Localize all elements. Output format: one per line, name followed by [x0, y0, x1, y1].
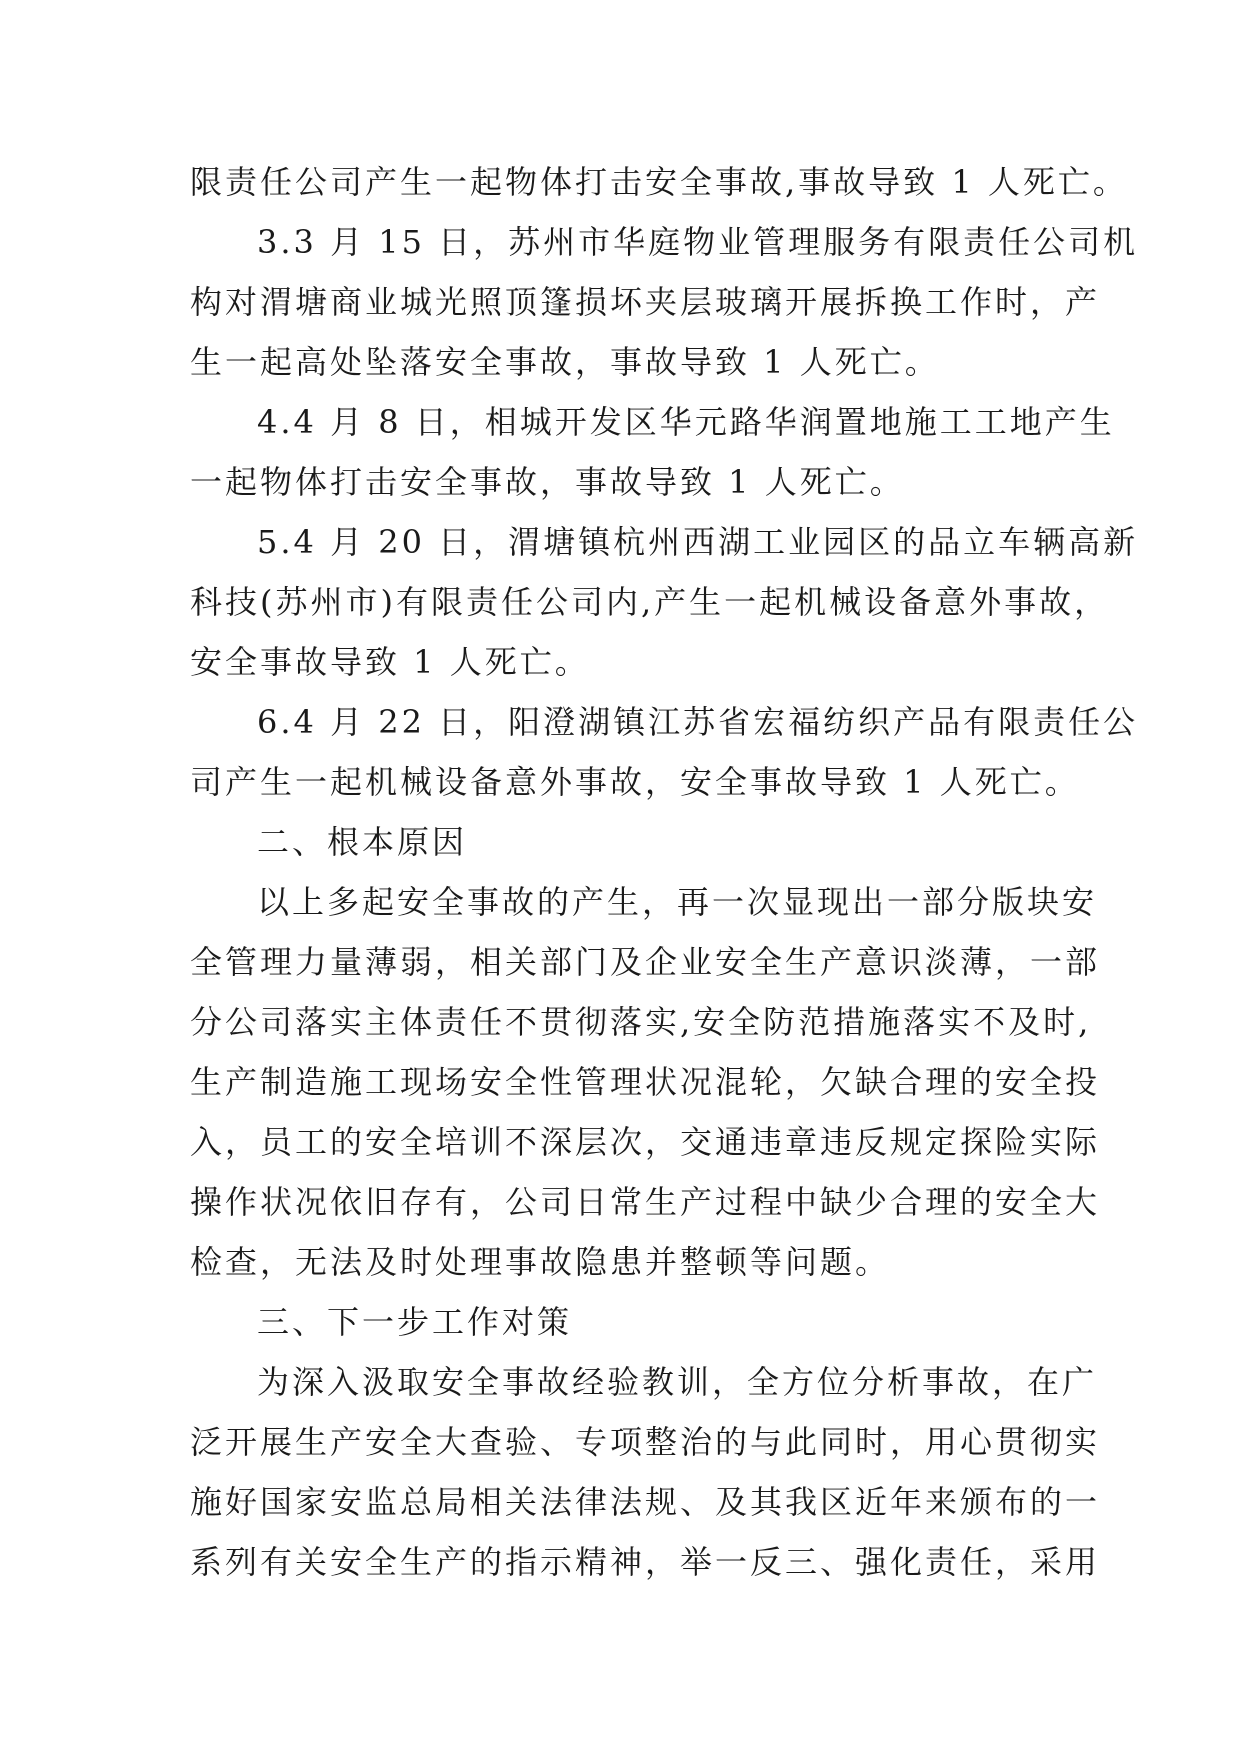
- text-line: 分公司落实主体责任不贯彻落实,安全防范措施落实不及时,: [190, 1003, 1092, 1041]
- text-line: 全管理力量薄弱，相关部门及企业安全生产意识淡薄，一部: [190, 943, 1101, 981]
- text-line: 科技(苏州市)有限责任公司内,产生一起机械设备意外事故，: [190, 583, 1110, 621]
- section-heading: 二、根本原因: [257, 823, 468, 861]
- text-line: 操作状况依旧存有，公司日常生产过程中缺少合理的安全大: [190, 1183, 1101, 1221]
- text-line: 6.4 月 22 日，阳澄湖镇江苏省宏福纺织产品有限责任公: [257, 703, 1139, 741]
- text-line: 系列有关安全生产的指示精神，举一反三、强化责任，采用: [190, 1543, 1101, 1581]
- text-line: 司产生一起机械设备意外事故，安全事故导致 1 人死亡。: [190, 763, 1080, 801]
- section-heading: 三、下一步工作对策: [257, 1303, 573, 1341]
- text-line: 限责任公司产生一起物体打击安全事故,事故导致 1 人死亡。: [190, 163, 1128, 201]
- text-line: 泛开展生产安全大查验、专项整治的与此同时，用心贯彻实: [190, 1423, 1101, 1461]
- text-line: 4.4 月 8 日，相城开发区华元路华润置地施工工地产生: [257, 403, 1115, 441]
- text-line: 生产制造施工现场安全性管理状况混轮，欠缺合理的安全投: [190, 1063, 1101, 1101]
- text-line: 施好国家安监总局相关法律法规、及其我区近年来颁布的一: [190, 1483, 1101, 1521]
- text-line: 安全事故导致 1 人死亡。: [190, 643, 590, 681]
- text-line: 为深入汲取安全事故经验教训，全方位分析事故，在广: [257, 1363, 1098, 1401]
- text-line: 5.4 月 20 日，渭塘镇杭州西湖工业园区的品立车辆高新: [257, 523, 1139, 561]
- text-line: 生一起高处坠落安全事故，事故导致 1 人死亡。: [190, 343, 940, 381]
- text-line: 检查，无法及时处理事故隐患并整顿等问题。: [190, 1243, 891, 1281]
- text-line: 构对渭塘商业城光照顶篷损坏夹层玻璃开展拆换工作时，产: [190, 283, 1101, 321]
- text-line: 3.3 月 15 日，苏州市华庭物业管理服务有限责任公司机: [257, 223, 1139, 261]
- document-body: [190, 152, 1139, 1592]
- text-line: 一起物体打击安全事故，事故导致 1 人死亡。: [190, 463, 905, 501]
- text-line: 以上多起安全事故的产生，再一次显现出一部分版块安: [257, 883, 1098, 921]
- text-line: 入，员工的安全培训不深层次，交通违章违反规定探险实际: [190, 1123, 1101, 1161]
